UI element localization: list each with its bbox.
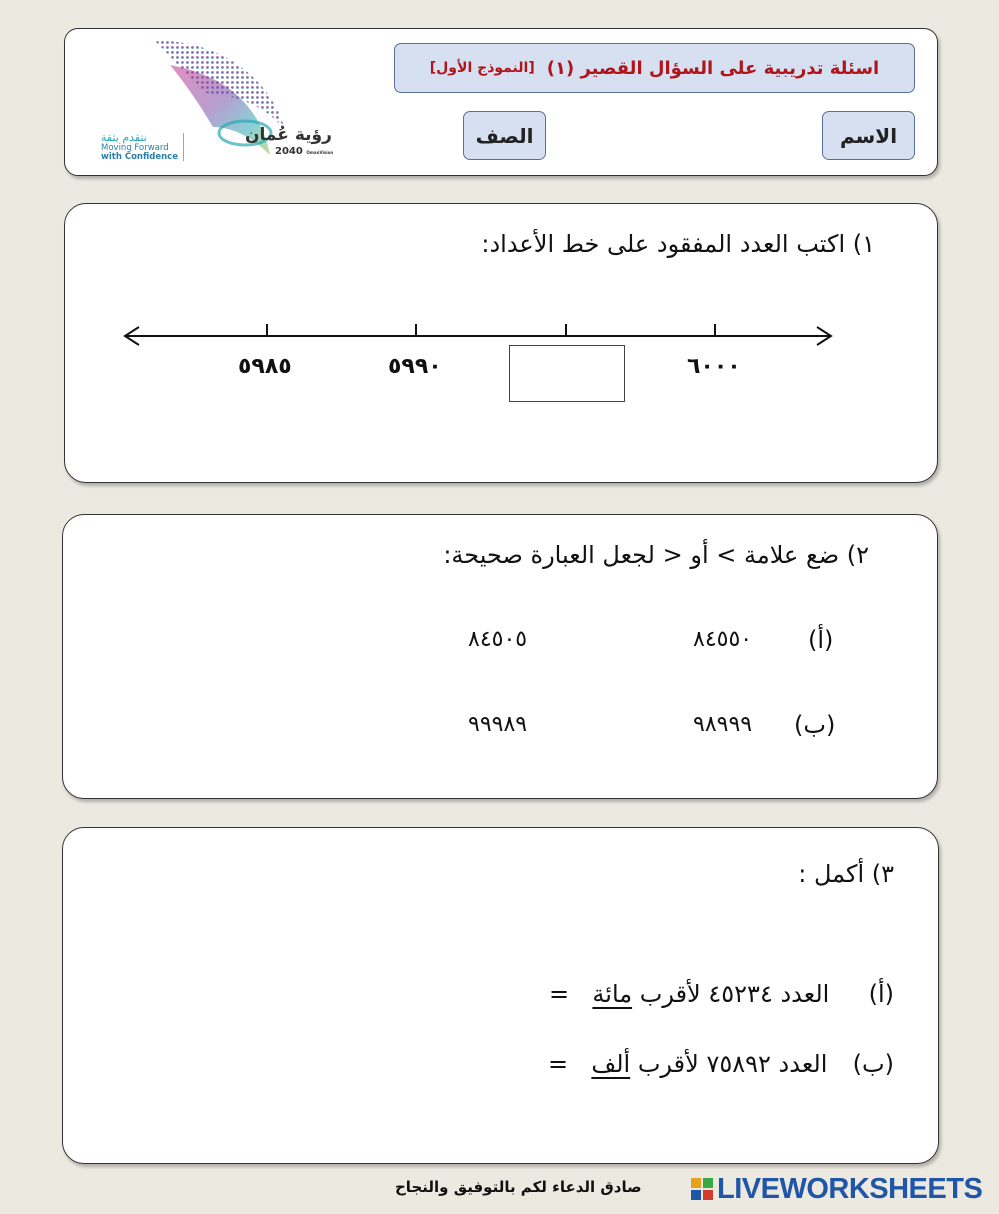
brand-text: LIVEWORKSHEETS — [717, 1172, 983, 1205]
tagline-en — [101, 144, 178, 162]
vision-year — [275, 146, 333, 157]
title-sub: [النموذج الأول] — [429, 60, 535, 76]
footer-dua: صادق الدعاء لكم بالتوفيق والنجاح — [395, 1178, 642, 1196]
tagline-en-2: with Confidence — [101, 152, 178, 162]
number-line — [65, 304, 939, 404]
q3-item-a — [549, 980, 894, 1008]
header-card — [64, 28, 938, 176]
tick-label: ٦٠٠٠ — [687, 354, 741, 379]
logo-divider — [183, 133, 184, 161]
worksheet-title — [394, 43, 915, 93]
compare-left-number: ٩٩٩٨٩ — [468, 712, 528, 737]
rounding-answer-input[interactable] — [393, 1048, 543, 1084]
vision-year-text: 2040 — [275, 146, 303, 157]
liveworksheets-brand[interactable] — [690, 1172, 982, 1206]
q3-item-b — [548, 1050, 894, 1078]
comparison-input[interactable] — [603, 708, 679, 744]
question-2-card — [62, 514, 938, 799]
compare-right-number: ٩٨٩٩٩ — [693, 712, 753, 737]
rounding-answer-input[interactable] — [393, 978, 543, 1014]
compare-left-number: ٨٤٥٠٥ — [468, 627, 528, 652]
question-3-card — [62, 827, 939, 1164]
class-button[interactable] — [463, 111, 546, 160]
item-unit: مائة — [592, 980, 633, 1008]
comparison-input[interactable] — [603, 623, 679, 659]
q2-text: ٢) ضع علامة > أو < لجعل العبارة صحيحة: — [443, 541, 869, 569]
item-prefix: العدد ٧٥٨٩٢ لأقرب — [637, 1050, 828, 1078]
q3-text: ٣) أكمل : — [798, 860, 894, 888]
compare-right-number: ٨٤٥٥٠ — [693, 627, 753, 652]
item-equals: = — [547, 1050, 569, 1078]
item-prefix: العدد ٤٥٢٣٤ لأقرب — [639, 980, 830, 1008]
vision-ar — [245, 125, 332, 145]
question-1-card — [64, 203, 938, 483]
liveworksheets-logo-icon — [690, 1177, 714, 1201]
tick-label: ٥٩٩٠ — [388, 354, 442, 379]
row-label: (ب) — [794, 711, 836, 739]
q1-text: ١) اكتب العدد المفقود على خط الأعداد: — [481, 230, 875, 258]
item-equals: = — [549, 980, 570, 1008]
item-unit: ألف — [591, 1050, 631, 1078]
oman-vision-logo — [95, 35, 345, 171]
name-button-label: الاسم — [839, 123, 898, 148]
item-label: (ب) — [852, 1050, 894, 1078]
title-main: اسئلة تدريبية على السؤال القصير (١) — [546, 57, 880, 79]
tick-label: ٥٩٨٥ — [238, 354, 292, 379]
tagline-ar-text: نتقدم بثقة — [101, 131, 147, 144]
vision-small-text: OmanVision — [306, 150, 334, 155]
tagline-en-1: Moving Forward — [101, 143, 169, 153]
item-label: (أ) — [868, 980, 894, 1008]
row-label: (أ) — [808, 626, 834, 654]
missing-number-input[interactable] — [509, 345, 625, 402]
vision-ar-text: رؤية عُمان — [245, 125, 332, 145]
class-button-label: الصف — [475, 123, 534, 148]
name-button[interactable] — [822, 111, 915, 160]
